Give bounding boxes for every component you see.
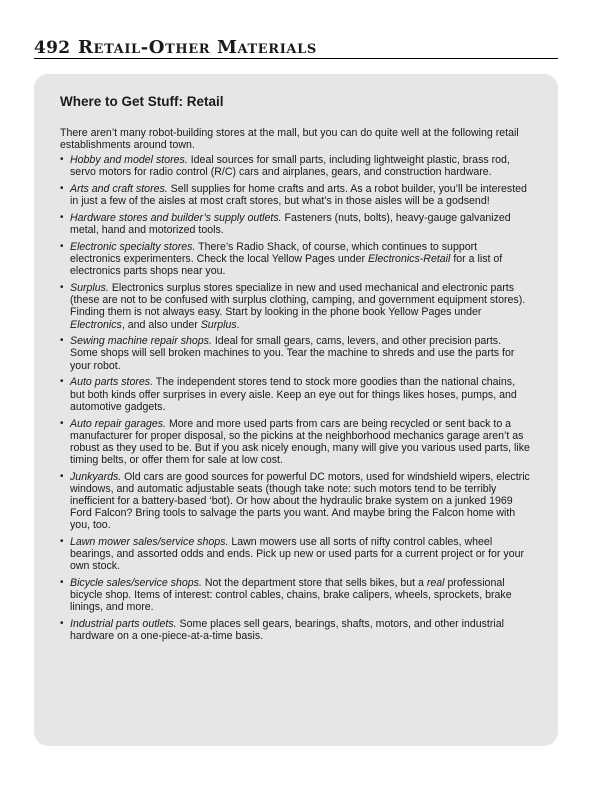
sidebar-title: Where to Get Stuff: Retail	[60, 94, 224, 109]
list-item	[60, 618, 530, 642]
item-heading: Electronic specialty stores.	[70, 241, 196, 254]
item-heading: Sewing machine repair shops.	[70, 335, 212, 348]
bullet-icon: •	[60, 183, 64, 195]
item-text: Electronics surplus stores specialize in new and used mechanical and electronic parts (these are not to be confused with surplus clothing, camping, and government equipment stores). Finding them is not always easy. Start by looking in the phone book Yellow Pages under	[70, 282, 526, 319]
item-text: The independent stores tend to stock more goodies than the national chains, but both kinds offer surprises in every aisle. Keep an eye out for things likes hoses, pumps, and automotive gadgets.	[70, 376, 517, 413]
bullet-icon: •	[60, 577, 64, 589]
item-text: Some places sell gears, bearings, shafts, motors, and other industrial hardware on a one-piece-at-a-time basis.	[70, 618, 504, 643]
list-item	[60, 577, 530, 613]
item-text: Not the department store that sells bikes, but a	[201, 577, 427, 590]
bullet-icon: •	[60, 618, 64, 630]
item-text: Electronics	[70, 318, 122, 331]
item-text: Ideal for small gears, cams, levers, and other precision parts. Some shops will sell broken machines to you. Tear the machine to shreds and use the parts for your robot.	[70, 335, 515, 372]
bullet-icon: •	[60, 212, 64, 224]
item-heading: Junkyards.	[70, 470, 122, 483]
bullet-icon: •	[60, 376, 64, 388]
item-text: Ideal sources for small parts, including lightweight plastic, brass rod, servo motors for radio control (R/C) cars and airplanes, gears, and construction hardware.	[70, 154, 510, 179]
item-text: More and more used parts from cars are being recycled or sent back to a manufacturer for proper disposal, so the pickins at the neighborhood mechanics garage aren’t as robust as they used to be. But if you ask nicely enough, many will give you various used parts, like timing belts, or offer them for sale at low cost.	[70, 417, 530, 466]
sidebar-intro: There aren’t many robot-building stores at the mall, but you can do quite well at the following retail establishments around town.	[60, 127, 519, 152]
item-heading: Industrial parts outlets.	[70, 618, 177, 631]
list-item	[60, 536, 530, 572]
bullet-icon: •	[60, 535, 64, 547]
list-item	[60, 376, 530, 412]
item-text: Fasteners (nuts, bolts), heavy-gauge galvanized metal, hand and motorized tools.	[70, 212, 511, 237]
running-header	[34, 38, 558, 59]
item-text: professional bicycle shop. Items of interest: control cables, chains, brake calipers, wheels, sprockets, brake linings, and more.	[70, 577, 512, 614]
list-item	[60, 471, 530, 531]
item-text: for a list of electronics parts shops near you.	[70, 253, 503, 278]
bullet-icon: •	[60, 154, 64, 166]
list-item	[60, 282, 530, 330]
list-item	[60, 183, 530, 207]
bullet-icon: •	[60, 470, 64, 482]
item-text: real	[426, 577, 445, 590]
list-item	[60, 154, 530, 178]
sidebar-box	[34, 74, 558, 746]
item-text: Electronics-Retail	[367, 253, 451, 266]
item-text: Lawn mowers use all sorts of nifty control cables, wheel bearings, and assorted odds and ends. Pick up new or used parts for a current project or for your own stock.	[70, 535, 525, 573]
bullet-icon: •	[60, 282, 64, 294]
list-item	[60, 418, 530, 466]
item-heading: Lawn mower sales/service shops.	[70, 535, 229, 548]
page-number: 492	[34, 38, 71, 58]
item-text: , and also under	[121, 318, 201, 331]
item-heading: Auto parts stores.	[70, 376, 154, 389]
bullet-icon: •	[60, 241, 64, 253]
item-text: Sell supplies for home crafts and arts. As a robot builder, you’ll be interested in just a few of the aisles at most craft stores, but what’s in those aisles will be a godsend!	[70, 183, 527, 208]
retail-list	[60, 154, 530, 642]
running-title: Retail-Other Materials	[78, 37, 317, 58]
list-item	[60, 241, 530, 277]
item-text: Old cars are good sources for powerful DC motors, used for windshield wipers, electric windows, and automatic adjustable seats (though take note: such motors tend to be terribly inefficient for a battery-based ‘bot). Or how about the hydraulic brake system on a junked 1969 Ford Falcon? Bring tools to salvage the parts you want. And maybe bring the Falcon home with you, too.	[70, 470, 530, 532]
bullet-icon: •	[60, 417, 64, 429]
item-heading: Surplus.	[70, 282, 109, 295]
item-heading: Hardware stores and builder’s supply outlets.	[70, 212, 282, 225]
item-heading: Arts and craft stores.	[70, 183, 168, 196]
list-item	[60, 212, 530, 236]
bullet-icon: •	[60, 335, 64, 347]
item-heading: Auto repair garages.	[70, 417, 166, 430]
list-item	[60, 335, 530, 371]
item-text: Surplus	[200, 318, 237, 331]
item-heading: Bicycle sales/service shops.	[70, 577, 202, 590]
item-heading: Hobby and model stores.	[70, 154, 188, 167]
item-text: .	[236, 318, 240, 331]
item-text: There’s Radio Shack, of course, which continues to support electronics experimenters. Check the local Yellow Pages under	[70, 241, 478, 266]
